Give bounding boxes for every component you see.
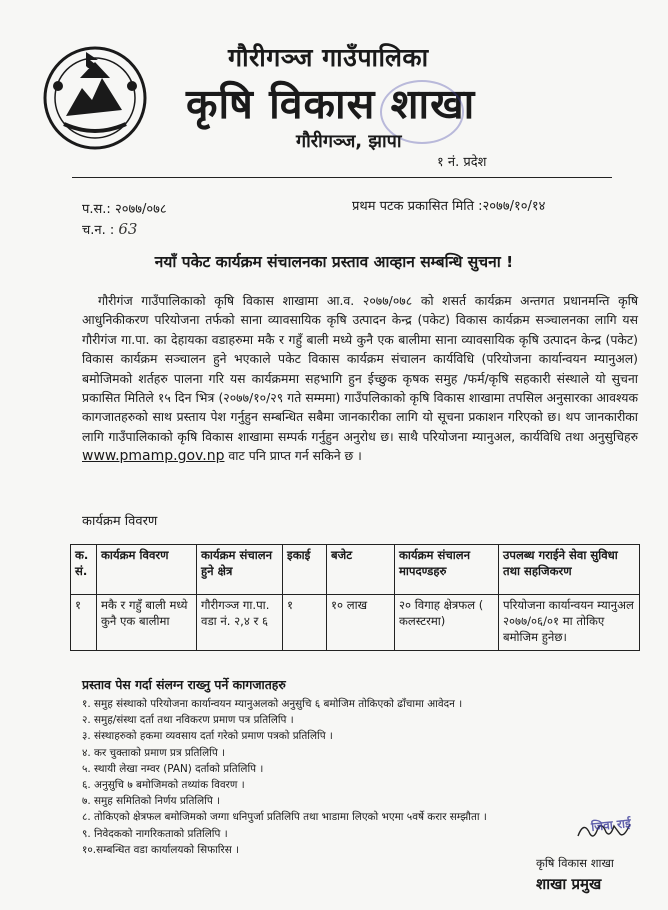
signatory-office: कृषि विकास शाखा (536, 856, 614, 870)
column-header: कार्यक्रम विवरण (97, 545, 197, 595)
program-section-label: कार्यक्रम विवरण (82, 514, 158, 529)
notice-body-text: गौरीगंज गाउँपालिकाको कृषि विकास शाखामा आ.व. २०७७/०७८ को शसर्त कार्यक्रम अन्तगत प्रधानमन्ति कृषि आधुनिकीकरण परियोजना तर्फको साना व्यावसायिक कृषि उत्पादन केन्द्र (पकेट) विकास कार्यक्रम सञ्चालनका लागि यस गौरीगंज गा.पा. का देहायका वडाहरुमा मकै र गहुँ बाली मध्ये कुनै एक बालीमा साना व्यावसायिक कृषि उत्पादन केन्द्र (पकेट) विकास कार्यक्रम सञ्चालन हुने भएकाले पकेट विकास कार्यक्रम संचालन कार्यविधि (परियोजना कार्यान्वयन म्यानुअल) बमोजिमको शर्तहरु पालना गरि यस कार्यक्रममा सहभागि हुन ईच्छुक कृषक समुह /फर्म/कृषि सहकारी संस्थाले यो सुचना प्रकासित मितिले १५ दिन भित्र (२०७७/१०/२९ गते सम्ममा) गाउँपलिकाको कृषि विकास शाखामा तपसिल अनुसारका आवश्यक कागजातहरुको साथ प्रस्ताय पेश गर्नुहुन सम्बन्धित सबैमा जानकारीका लागि यो सूचना प्रकाशन गरिएको छ। थप जानकारीका लागि गाउँपालिकाको कृषि विकास शाखामा सम्पर्क गर्नुहुन अनुरोध छ। साथै परियोजना म्यानुअल, कार्यविधि तथा अनुसुचिहरु (82, 293, 638, 444)
notice-body-ending: वाट पनि प्राप्त गर्न सकिने छ । (228, 448, 362, 464)
column-header: कार्यक्रम संचालन हुने क्षेत्र (197, 545, 283, 595)
pmamp-link[interactable]: www.pmamp.gov.np (82, 448, 225, 465)
dispatch-number-label: च.न. : (82, 223, 115, 238)
table-cell: मकै र गहुँ बाली मध्ये कुनै एक बालीमा (97, 595, 197, 651)
province-label: १ नं. प्रदेश (437, 155, 487, 170)
list-item: ४. कर चुक्ताको प्रमाण प्रत्र प्रतिलिपि । (82, 746, 225, 759)
table-cell: १ (283, 595, 327, 651)
list-item: ७. समुह समितिको निर्णय प्रतिलिपि । (82, 795, 220, 808)
table-cell: २० विगाह क्षेत्रफल ( कलस्टरमा) (395, 595, 499, 651)
table-cell: गौरीगञ्ज गा.पा. वडा नं. २,४ र ६ (197, 595, 283, 651)
table-cell: परियोजना कार्यान्वयन म्यानुअल २०७७/०६/०१ मा तोकिए बमोजिम हुनेछ। (499, 595, 640, 651)
notice-body (82, 291, 638, 467)
program-table (70, 544, 640, 651)
publication-date: प्रथम पटक प्रकासित मिति :२०७७/१०/१४ (352, 199, 546, 214)
column-header: क. सं. (71, 545, 97, 595)
table-cell: १० लाख (327, 595, 395, 651)
municipality-name: गौरीगञ्ज गाउँपालिका (228, 43, 429, 72)
list-item: ८. तोकिएको क्षेत्रफल बमोजिमको जग्गा धनिपुर्जा प्रतिलिपि तथा भाडामा लिएको भएमा ५वर्षे करार सम्झौता । (82, 811, 487, 824)
office-address: गौरीगञ्ज, झापा (296, 131, 402, 152)
table-cell: १ (71, 595, 97, 651)
list-item: ३. संस्थाहरुको हकमा व्यवसाय दर्ता गरेको प्रमाण पत्रको प्रतिलिपि । (82, 730, 333, 743)
documents-list (82, 696, 602, 858)
nepal-government-emblem-icon (36, 38, 154, 156)
dispatch-number (82, 220, 137, 238)
list-item: ६. अनुसुचि ७ बमोजिमको तथ्यांक विवरण । (82, 779, 245, 792)
list-item: १०.सम्बन्धित वडा कार्यालयको सिफारिस । (82, 843, 240, 856)
signature-block (536, 798, 656, 902)
list-item: ९. निवेदकको नागरिकताको प्रतिलिपि । (82, 827, 228, 840)
column-header: उपलब्ध गराईने सेवा सुविधा तथा सहजिकरण (499, 545, 640, 595)
list-item: २. समुह/संस्था दर्ता तथा नविकरण प्रमाण पत्र प्रतिलिपि । (82, 714, 294, 727)
table-row (71, 595, 640, 651)
signatory-title: शाखा प्रमुख (536, 875, 602, 893)
list-item: १. समुह संस्थाको परियोजना कार्यान्वयन म्यानुअलको अनुसुचि ६ बमोजिम तोकिएको ढाँचामा आवेदन । (82, 698, 463, 710)
table-header-row (71, 545, 640, 595)
column-header: इकाई (283, 545, 327, 595)
office-name: कृषि विकास शाखा (186, 80, 476, 128)
column-header: कार्यक्रम संचालन मापदण्डहरु (395, 545, 499, 595)
letter-number: प.स.: २०७७/०७८ (82, 202, 167, 217)
dispatch-number-value: 63 (118, 220, 138, 238)
list-item: ५. स्थायी लेखा नम्वर (PAN) दर्ताको प्रतिलिपि । (82, 762, 264, 775)
column-header: बजेट (327, 545, 395, 595)
notice-title: नयाँ पकेट कार्यक्रम संचालनका प्रस्ताव आव्हान सम्बन्धि सुचना ! (154, 253, 514, 271)
header-divider (72, 177, 612, 178)
documents-heading: प्रस्ताव पेस गर्दा संलग्न राख्नु पर्ने कागजातहरु (82, 677, 286, 692)
officer-name-stamp: जिवा राई (590, 815, 632, 835)
